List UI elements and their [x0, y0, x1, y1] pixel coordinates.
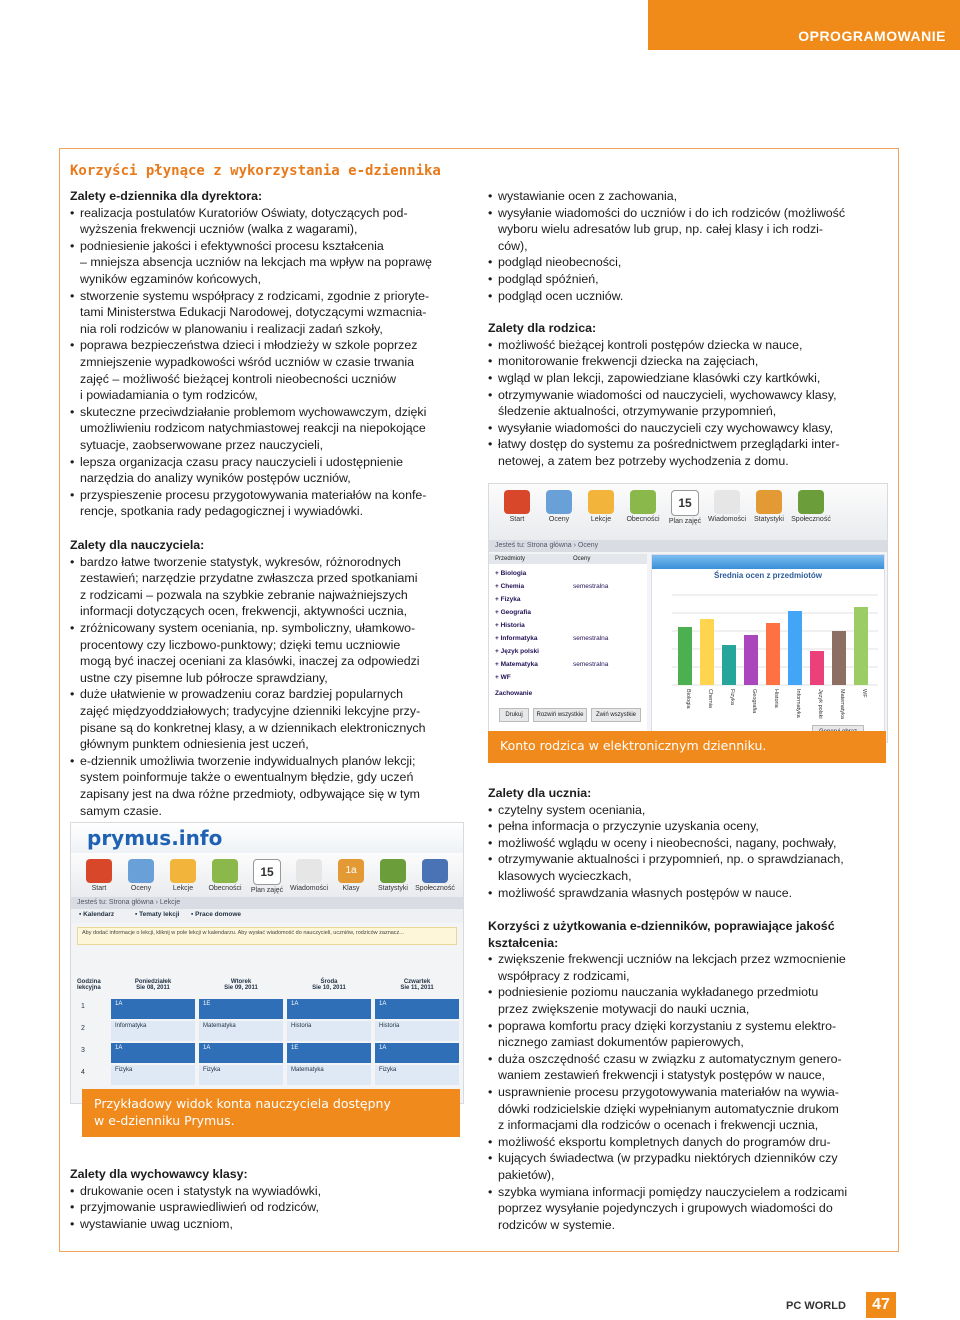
uczen-heading: Zalety dla ucznia: [488, 786, 592, 800]
chart-tick-label: Matematyka [839, 689, 845, 719]
list-item: • podniesienie jakości i efektywności procesu kształcenia [70, 238, 470, 255]
toolbar-icon [714, 490, 740, 514]
subject-row[interactable]: + Historia [495, 622, 525, 629]
chart-bar [854, 607, 868, 685]
toolbar-icon: 15 [671, 490, 699, 516]
dyrektor-heading: Zalety e-dziennika dla dyrektora: [70, 189, 263, 203]
chart-bar [744, 635, 758, 685]
toolbar-icon: 15 [253, 859, 281, 885]
parent-toolbar [489, 484, 887, 540]
lesson-cell[interactable]: 1A [199, 1043, 283, 1063]
list-item: wyników egzaminów końcowych, [80, 271, 262, 286]
lesson-cell[interactable]: 1A [111, 999, 195, 1019]
toolbar-label: Społeczność [415, 885, 455, 892]
lesson-cell[interactable]: 1A [375, 1043, 459, 1063]
toolbar-label: Klasy [342, 885, 360, 892]
list-item: • łatwy dostęp do systemu za pośrednictwem przeglądarki inter- [488, 436, 888, 453]
list-item: • szybka wymiana informacji pomiędzy nauczycielem a rodzicami [488, 1184, 888, 1201]
list-item: tami Ministerstwa Edukacji Narodowej, dotyczącymi wzmacnia- [80, 305, 427, 320]
toolbar-label: Obecności [626, 516, 660, 523]
list-item: – mniejsza absencja uczniów na lekcjach ma wpływ na poprawę [80, 255, 432, 270]
subject-row[interactable]: + Biologia [495, 570, 527, 577]
expand-all-button[interactable]: Rozwiń wszystkie [533, 708, 587, 722]
subject-row[interactable]: + Informatyka [495, 635, 538, 642]
chart-tick-label: Chemia [707, 689, 713, 708]
list-item: system poinformuje także o ewentualnym błędzie, gdy uczeń [80, 770, 414, 785]
toolbar-label: Obecności [208, 885, 242, 892]
teacher-notice: Aby dodać informacje o lekcji, kliknij w pole lekcji w kalendarzu. Aby wysłać wiadomość do nauczycieli, uczniów, rodziców zaznacz... [77, 927, 457, 945]
list-item: umożliwieniu rodzicom natychmiastowej reakcji na niepokojące [80, 421, 426, 436]
nauczyciel-heading: Zalety dla nauczyciela: [70, 538, 205, 552]
list-item: • przyjmowanie usprawiedliwień od rodziców, [70, 1199, 470, 1216]
day-header [111, 979, 195, 991]
list-item: mogą być inaczej oceniani za klasówki, inaczej za odpowiedzi [80, 654, 420, 669]
chart-bar [788, 611, 802, 685]
lesson-cell[interactable]: Historia [375, 1021, 459, 1041]
subject-row[interactable]: + Język polski [495, 648, 539, 655]
lesson-cell[interactable]: 1A [375, 999, 459, 1019]
lesson-cell[interactable]: Informatyka [111, 1021, 195, 1041]
toolbar-icon [630, 490, 656, 514]
article-title: Korzyści płynące z wykorzystania e-dziennika [70, 163, 441, 179]
list-item: dówki rodzicielskie dzięki wypełnianym automatycznie drukom [498, 1101, 839, 1116]
toolbar-label: Wiadomości [707, 516, 747, 523]
list-item: samym czasie. [80, 803, 162, 818]
list-item: wyższenia frekwencji uczniów (walka z wagarami), [80, 222, 358, 237]
toolbar-item[interactable] [205, 859, 245, 892]
uczen-section [488, 785, 888, 901]
day-name: Środa [320, 979, 338, 985]
list-item: • kujących świadectwa (w przypadku niektórych dzienników czy [488, 1150, 888, 1167]
section-banner [648, 0, 960, 50]
rodzic-heading: Zalety dla rodzica: [488, 321, 597, 336]
toolbar-item[interactable] [707, 490, 747, 523]
col-przedmioty: Przedmioty [495, 556, 526, 562]
list-item: • drukowanie ocen i statystyk na wywiadówki, [70, 1183, 470, 1200]
list-item: • wystawianie uwag uczniom, [70, 1216, 470, 1233]
list-item: wyboru wielu adresatów lub grup, np. całej klasy i ich rodzi- [498, 222, 824, 237]
lesson-number: 2 [81, 1025, 85, 1032]
list-item: • wgląd w plan lekcji, zapowiedziane klasówki czy kartkówki, [488, 370, 888, 387]
toolbar-icon [128, 859, 154, 883]
toolbar-label: Plan zajęć [668, 518, 702, 525]
semester-grade: semestralna [573, 583, 609, 590]
subject-row[interactable]: + WF [495, 674, 511, 681]
chart-bar [766, 623, 780, 685]
teacher-tab[interactable]: ▪ Prace domowe [191, 911, 241, 918]
list-item: • poprawa bezpieczeństwa dzieci i młodzieży w szkole poprzez [70, 337, 470, 354]
list-item: • możliwość bieżącej kontroli postępów dziecka w nauce, [488, 337, 888, 354]
list-item: procentowy czy liczbowo-punktowy; dzięki temu uczniowie [80, 637, 401, 652]
list-item: rodziców w systemie. [498, 1217, 616, 1232]
chart-tick-label: Historia [773, 689, 779, 708]
day-date: Sie 11, 2011 [400, 985, 434, 991]
list-item: narzędzia do analizy wyników postępów uczniów, [80, 471, 351, 486]
list-item: • zróżnicowany system oceniania, np. symboliczny, ułamkowo- [70, 620, 470, 637]
subject-row[interactable]: + Geografia [495, 609, 531, 616]
semester-grade: semestralna [573, 635, 609, 642]
list-item: • możliwość wglądu w oceny i nieobecności, nagany, pochwały, [488, 835, 888, 852]
lesson-cell[interactable]: Fizyka [375, 1065, 459, 1085]
chart-tick-label: Biologia [685, 689, 691, 709]
subject-row[interactable]: + Matematyka [495, 661, 538, 668]
day-name: Wtorek [230, 979, 252, 985]
toolbar-icon: 1a [338, 859, 364, 883]
list-item: • e-dziennik umożliwia tworzenie indywidualnych planów lekcji; [70, 753, 470, 770]
prymus-logo: prymus.info [87, 826, 223, 850]
wychowawca-heading: Zalety dla wychowawcy klasy: [70, 1167, 248, 1181]
chart-bar [700, 619, 714, 685]
day-name: Poniedziałek [134, 979, 172, 985]
toolbar-label: Wiadomości [289, 885, 329, 892]
teacher-screenshot-caption [82, 1089, 460, 1137]
toolbar-label: Oceny [130, 885, 152, 892]
print-button[interactable]: Drukuj [499, 708, 529, 722]
chart-bar [678, 627, 692, 685]
list-item: przez zwiększenie motywacji do nauki ucznia, [498, 1001, 750, 1016]
teacher-tab[interactable]: ▪ Tematy lekcji [135, 911, 180, 918]
list-item: • podgląd spóźnień, [488, 271, 888, 288]
list-item: • zwiększenie frekwencji uczniów na lekcjach przez wzmocnienie [488, 951, 888, 968]
list-item: poprzez wysyłanie pojedynczych i grupowych wiadomości do [498, 1201, 833, 1216]
toolbar-item[interactable] [581, 490, 621, 523]
list-item: nia roli rodziców w planowaniu i realizacji zadań szkoły, [80, 321, 383, 336]
list-item: ustne czy pisemne lub półrocze sprawdziany, [80, 670, 328, 685]
list-item: • bardzo łatwe tworzenie statystyk, wykresów, różnorodnych [70, 554, 470, 571]
korzysci-heading-cont: kształcenia: [488, 935, 559, 950]
list-item: • stworzenie systemu współpracy z rodzicami, zgodnie z prioryte- [70, 288, 470, 305]
toolbar-item[interactable] [665, 490, 705, 525]
toolbar-item[interactable] [79, 859, 119, 892]
list-item: netowej, a zatem bez potrzeby wychodzenia z domu. [498, 453, 789, 468]
toolbar-label: Statystyki [754, 516, 784, 523]
teacher-tab[interactable]: ▪ Kalendarz [79, 911, 115, 918]
wychowawca-section [70, 1166, 470, 1232]
list-item: • przyspieszenie procesu przygotowywania materiałów na konfe- [70, 487, 470, 504]
average-chart-panel [651, 554, 885, 740]
parent-account-screenshot [488, 483, 888, 743]
chart-tick-label: WF [861, 689, 867, 698]
toolbar-icon [504, 490, 530, 514]
list-item: • możliwość eksportu kompletnych danych do programów dru- [488, 1134, 888, 1151]
wychowawca-list [70, 1183, 470, 1233]
list-item: • duże ułatwienie w prowadzeniu coraz bardziej popularnych [70, 686, 470, 703]
page-number: 47 [866, 1292, 896, 1318]
toolbar-item[interactable] [791, 490, 831, 523]
toolbar-label: Lekcje [590, 516, 612, 523]
hours-label: Godzina lekcyjna [77, 979, 101, 991]
list-item: • poprawa komfortu pracy dzięki korzystaniu z systemu elektro- [488, 1018, 888, 1035]
list-item: głównym punktem odniesienia jest uczeń, [80, 737, 309, 752]
day-header [375, 979, 459, 991]
list-item: • skuteczne przeciwdziałanie problemom wychowawczym, dzięki [70, 404, 470, 421]
parent-screenshot-caption: Konto rodzica w elektronicznym dzienniku. [488, 731, 886, 763]
rodzic-list [488, 337, 888, 470]
semester-grade: semestralna [573, 661, 609, 668]
list-item: waniem zestawień frekwencji i statystyk postępów w nauce, [498, 1068, 826, 1083]
right-top-section [488, 188, 888, 470]
chart-tick-label: Informatyka [795, 689, 801, 718]
toolbar-label: Plan zajęć [250, 887, 284, 894]
toolbar-item[interactable] [497, 490, 537, 523]
day-header [287, 979, 371, 991]
list-item: zajęć międzyoddziałowych; tradycyjne dzienniki lekcyjne przy- [80, 703, 421, 718]
lesson-cell[interactable]: 1A [111, 1043, 195, 1063]
list-item: klasowych wycieczkach, [498, 868, 632, 883]
lesson-cell[interactable]: Matematyka [199, 1021, 283, 1041]
toolbar-icon [422, 859, 448, 883]
header-bar [0, 0, 960, 50]
lesson-cell[interactable]: Historia [287, 1021, 371, 1041]
toolbar-label: Lekcje [172, 885, 194, 892]
dyrektor-list [70, 205, 470, 520]
col-oceny: Oceny [573, 556, 591, 562]
list-item: • usprawnienie procesu przygotowywania materiałów na wywia- [488, 1084, 888, 1101]
chart-tick-label: Geografia [751, 689, 757, 714]
list-item: • wysyłanie wiadomości do uczniów i do ich rodziców (możliwość [488, 205, 888, 222]
korzysci-heading: Korzyści z użytkowania e-dzienników, poprawiające jakość [488, 919, 835, 933]
header-blank-area [0, 0, 648, 50]
day-date: Sie 08, 2011 [136, 985, 170, 991]
toolbar-icon [296, 859, 322, 883]
list-item: • podgląd ocen uczniów. [488, 288, 888, 305]
chart-bar [832, 631, 846, 685]
toolbar-icon [170, 859, 196, 883]
list-item: pakietów), [498, 1167, 555, 1182]
list-item: pisane są do konkretnej klasy, a w dziennikach elektronicznych [80, 720, 426, 735]
toolbar-label: Start [509, 516, 525, 523]
day-name: Czwartek [403, 979, 431, 985]
list-item: informacji dotyczących ocen, frekwencji, aktywności ucznia, [80, 604, 408, 619]
day-date: Sie 10, 2011 [312, 985, 346, 991]
chart-bar [722, 645, 736, 685]
zachowanie-label: Zachowanie [495, 690, 533, 697]
teacher-caption-line2: w e-dzienniku Prymus. [94, 1113, 235, 1128]
lesson-number: 3 [81, 1047, 85, 1054]
teacher-account-screenshot [70, 822, 464, 1104]
toolbar-label: Oceny [548, 516, 570, 523]
lesson-cell[interactable]: Fizyka [111, 1065, 195, 1085]
list-item: zmniejszenie wypadkowości wśród uczniów w czasie trwania [80, 354, 414, 369]
day-header [199, 979, 283, 991]
korzysci-section [488, 918, 888, 1233]
list-item: • możliwość sprawdzania własnych postępów w nauce. [488, 885, 888, 902]
toolbar-item[interactable] [539, 490, 579, 523]
toolbar-icon [212, 859, 238, 883]
toolbar-icon [86, 859, 112, 883]
average-bar-chart [652, 585, 884, 735]
korzysci-list [488, 951, 888, 1233]
list-item: z rodzicami – pozwala na szybkie zebranie najważniejszych [80, 587, 408, 602]
chart-title: Średnia ocen z przedmiotów [713, 571, 822, 580]
chart-tick-label: Fizyka [729, 689, 735, 705]
subject-row[interactable]: + Chemia [495, 583, 525, 590]
lesson-cell[interactable]: 1E [199, 999, 283, 1019]
toolbar-label: Społeczność [791, 516, 831, 523]
list-item: • wystawianie ocen z zachowania, [488, 188, 888, 205]
list-item: • duża oszczędność czasu w związku z automatycznym genero- [488, 1051, 888, 1068]
list-item: współpracy z rodzicami, [498, 968, 630, 983]
teacher-caption-line1: Przykładowy widok konta nauczyciela dostępny [94, 1096, 391, 1111]
section-label: OPROGRAMOWANIE [798, 28, 946, 44]
list-item: • podgląd nieobecności, [488, 254, 888, 271]
list-item: zapisany jest na dwa różne przedmioty, odbywające się w tym [80, 786, 420, 801]
toolbar-item[interactable] [623, 490, 663, 523]
magazine-name: PC WORLD [786, 1300, 846, 1312]
toolbar-item[interactable] [289, 859, 329, 892]
list-item: z informacjami dla rodziców o ocenach i frekwencji ucznia, [498, 1118, 819, 1133]
list-item: • realizacja postulatów Kuratoriów Oświaty, dotyczących pod- [70, 205, 470, 222]
list-item: nicznego zamiast dokumentów papierowych, [498, 1035, 744, 1050]
toolbar-icon [798, 490, 824, 514]
list-item: śledzenie aktualności, otrzymywanie przypomnień, [498, 404, 777, 419]
toolbar-item[interactable] [749, 490, 789, 523]
teacher-tabs [71, 909, 463, 923]
right-top-list [488, 188, 888, 304]
toolbar-item[interactable] [373, 859, 413, 892]
list-item: • monitorowanie frekwencji dziecka na zajęciach, [488, 353, 888, 370]
list-item: zestawień; narzędzie przydatne zwłaszcza przed spotkaniami [80, 571, 418, 586]
toolbar-icon [546, 490, 572, 514]
lesson-cell[interactable]: Matematyka [287, 1065, 371, 1085]
list-item: • wysyłanie wiadomości do nauczycieli czy wychowawcy klasy, [488, 420, 888, 437]
toolbar-label: Statystyki [378, 885, 408, 892]
toolbar-item[interactable] [121, 859, 161, 892]
teacher-breadcrumb: Jesteś tu: Strona główna › Lekcje [71, 897, 463, 909]
list-item: rencje, spotkania rady pedagogicznej i wywiadówki. [80, 504, 364, 519]
list-item: ców), [498, 238, 528, 253]
toolbar-item[interactable] [331, 859, 371, 892]
lesson-number: 4 [81, 1069, 85, 1076]
list-item: sytuacje, zaobserwowane przez nauczycieli, [80, 437, 324, 452]
lesson-number: 1 [81, 1003, 85, 1010]
list-item: • otrzymywanie aktualności i przypomnień, np. o sprawdzianach, [488, 851, 888, 868]
teacher-toolbar [71, 853, 463, 897]
list-item: zajęć – możliwość bieżącej kontroli nieobecności uczniów [80, 371, 397, 386]
list-item: • otrzymywanie wiadomości od nauczycieli, wychowawcy klasy, [488, 387, 888, 404]
list-item: • lepsza organizacja czasu pracy nauczycieli i udostępnienie [70, 454, 470, 471]
uczen-list [488, 802, 888, 902]
parent-subject-list [489, 554, 647, 742]
list-item: i powiadamiania o tym rodziców, [80, 388, 258, 403]
subject-row[interactable]: + Fizyka [495, 596, 521, 603]
toolbar-item[interactable] [415, 859, 455, 892]
collapse-all-button[interactable]: Zwiń wszystkie [591, 708, 641, 722]
toolbar-icon [588, 490, 614, 514]
toolbar-item[interactable] [247, 859, 287, 894]
parent-breadcrumb: Jesteś tu: Strona główna › Oceny [489, 540, 887, 552]
toolbar-label: Start [91, 885, 107, 892]
chart-tick-label: Język polski [817, 689, 823, 719]
dyrektor-section [70, 188, 470, 520]
chart-bar [810, 651, 824, 685]
toolbar-item[interactable] [163, 859, 203, 892]
list-item: • czytelny system oceniania, [488, 802, 888, 819]
lesson-cell[interactable]: Fizyka [199, 1065, 283, 1085]
list-item: • podniesienie poziomu nauczania wykładanego przedmiotu [488, 984, 888, 1001]
list-item: • pełna informacja o przyczynie uzyskania oceny, [488, 818, 888, 835]
day-date: Sie 09, 2011 [224, 985, 258, 991]
toolbar-icon [756, 490, 782, 514]
nauczyciel-list [70, 554, 470, 820]
lesson-cell[interactable]: 1E [287, 1043, 371, 1063]
nauczyciel-section [70, 537, 470, 819]
toolbar-icon [380, 859, 406, 883]
lesson-cell[interactable]: 1A [287, 999, 371, 1019]
